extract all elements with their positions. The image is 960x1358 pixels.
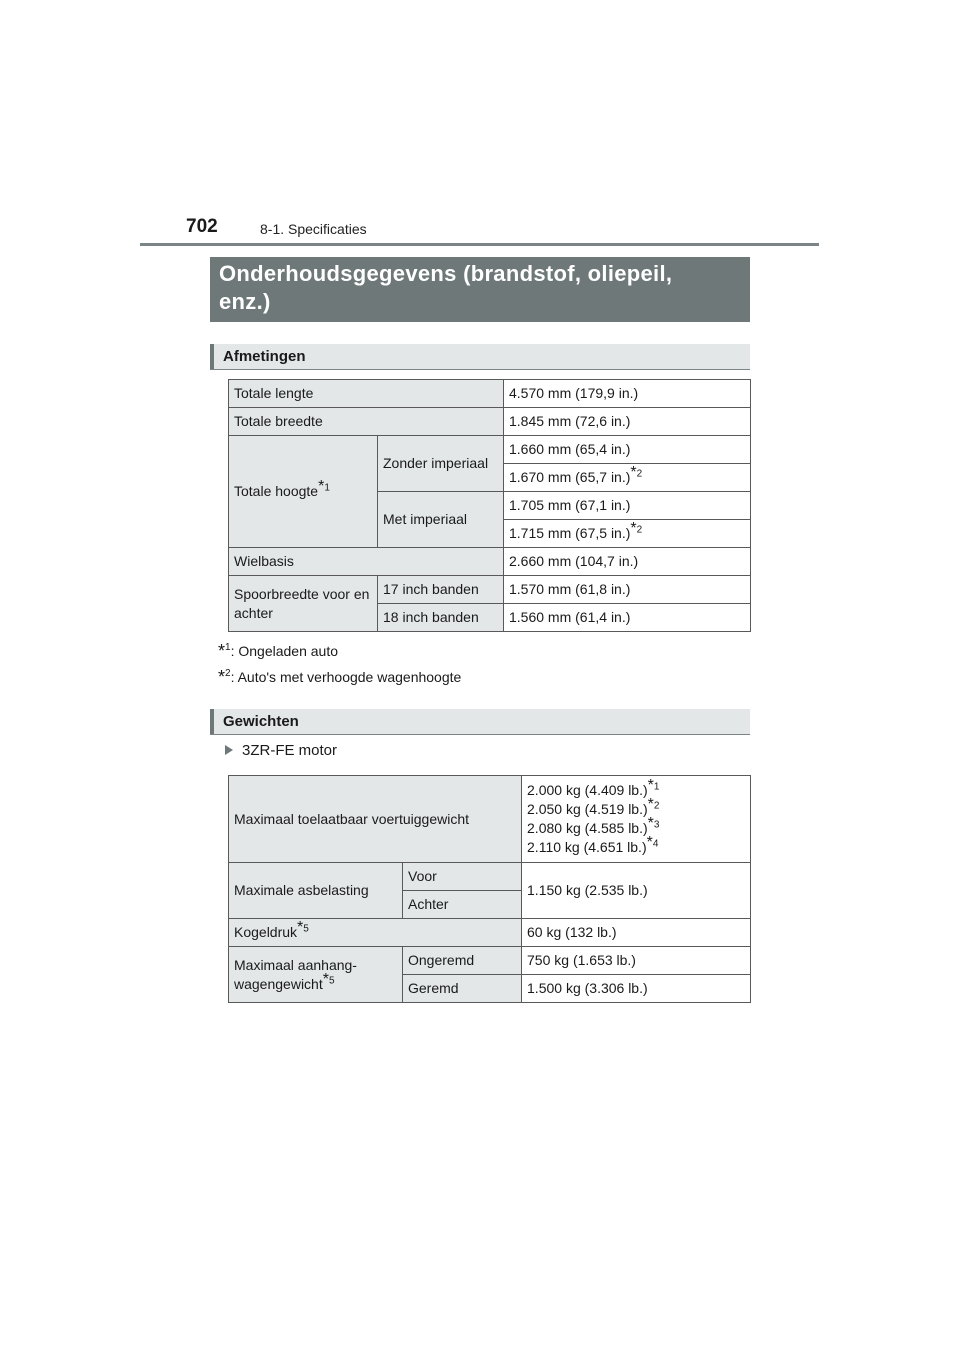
tongue-label: Kogeldruk <box>234 924 298 940</box>
trailer-braked-label: Geremd <box>403 975 522 1003</box>
axle-rear-label: Achter <box>403 891 522 919</box>
tire17-label: 17 inch banden <box>378 576 504 604</box>
tire18-value: 1.560 mm (61,4 in.) <box>504 604 751 632</box>
footnote-text: : Auto's met verhoogde wagenhoogte <box>230 669 462 685</box>
trailer-label-line-2: wagengewicht <box>234 975 323 992</box>
gvw-value-1: 2.000 kg (4.409 lb.)$^{*1}$ <box>527 777 660 798</box>
table-row <box>229 947 751 975</box>
dimensions-table <box>228 379 751 632</box>
tire18-label: 18 inch banden <box>378 604 504 632</box>
dimensions-heading <box>210 344 750 370</box>
page-number: 702 <box>186 216 218 237</box>
gvw-label: Maximaal toelaatbaar voertuiggewicht <box>229 776 522 863</box>
page-title-line-1: Onderhoudsgegevens (brandstof, oliepeil, <box>219 261 673 286</box>
table-row <box>229 408 751 436</box>
total-height-label: Totale hoogte <box>234 483 319 499</box>
total-length-value: 4.570 mm (179,9 in.) <box>504 380 751 408</box>
tongue-value: 60 kg (132 lb.) <box>522 919 751 947</box>
tire17-value: 1.570 mm (61,8 in.) <box>504 576 751 604</box>
table-row <box>229 776 751 863</box>
header-rule <box>140 243 819 246</box>
footnote-star-icon: * <box>218 640 226 661</box>
footnote-ref: 1 <box>324 482 330 494</box>
footnote-1 <box>218 640 338 661</box>
total-length-label: Totale lengte <box>229 380 504 408</box>
total-height-cell <box>229 436 378 548</box>
heading-accent-bar <box>210 709 214 734</box>
without-rack-label: Zonder imperiaal <box>378 436 504 492</box>
table-row <box>229 919 751 947</box>
trailer-label-line-1: Maximaal aanhang- <box>234 956 357 973</box>
total-width-label: Totale breedte <box>229 408 504 436</box>
footnote-star-icon: * <box>318 478 325 496</box>
table-row <box>229 436 751 464</box>
page-title <box>210 257 750 322</box>
axle-label: Maximale asbelasting <box>229 863 403 919</box>
with-rack-value: 1.705 mm (67,1 in.) <box>504 492 751 520</box>
without-rack-raised-value: 1.670 mm (65,7 in.) <box>509 469 631 485</box>
trailer-label-cell <box>229 947 403 1003</box>
tongue-label-cell: Kogeldruk$^{*5}$ <box>229 919 522 947</box>
trailer-unbraked-label: Ongeremd <box>403 947 522 975</box>
footnote-star-icon: * <box>647 777 654 795</box>
footnote-ref: 2 <box>636 468 643 480</box>
total-width-value: 1.845 mm (72,6 in.) <box>504 408 751 436</box>
table-row <box>229 380 751 408</box>
page-title-line-2: enz.) <box>219 289 271 314</box>
footnote-star-icon: * <box>297 919 304 937</box>
without-rack-value: 1.660 mm (65,4 in.) <box>504 436 751 464</box>
trailer-label-line-2-wrap: wagengewicht$^{*5}$ <box>234 970 335 992</box>
footnote-star-icon: * <box>630 464 637 482</box>
footnote-mark: 2 <box>225 668 231 679</box>
with-rack-raised-value-cell <box>504 520 751 548</box>
footnote-star-icon: * <box>647 796 654 814</box>
gvw-values <box>522 776 751 863</box>
weights-heading-label: Gewichten <box>223 713 299 730</box>
footnote-star-icon: * <box>647 815 654 833</box>
axle-front-label: Voor <box>403 863 522 891</box>
wheelbase-value: 2.660 mm (104,7 in.) <box>504 548 751 576</box>
footnote-ref: 2 <box>636 524 643 536</box>
wheelbase-label: Wielbasis <box>229 548 504 576</box>
trailer-unbraked-value: 750 kg (1.653 lb.) <box>522 947 751 975</box>
footnote-text: : Ongeladen auto <box>230 643 338 659</box>
trailer-braked-value: 1.500 kg (3.306 lb.) <box>522 975 751 1003</box>
gvw-value-4: 2.110 kg (4.651 lb.)$^{*4}$ <box>527 834 659 855</box>
gvw-value-2: 2.050 kg (4.519 lb.)$^{*2}$ <box>527 796 660 817</box>
engine-variant-label: 3ZR-FE motor <box>242 742 338 759</box>
dimensions-heading-label: Afmetingen <box>223 348 306 365</box>
footnote-2 <box>218 666 462 687</box>
footnote-star-icon: * <box>646 834 653 852</box>
with-rack-raised-value: 1.715 mm (67,5 in.) <box>509 525 631 541</box>
table-row <box>229 548 751 576</box>
gvw-value-3: 2.080 kg (4.585 lb.)$^{*3}$ <box>527 815 660 836</box>
footnote-star-icon: * <box>630 520 637 538</box>
footnote-star-icon: * <box>218 666 226 687</box>
table-row <box>229 863 751 891</box>
without-rack-raised-value-cell <box>504 464 751 492</box>
axle-value: 1.150 kg (2.535 lb.) <box>522 863 751 919</box>
triangle-bullet-icon <box>225 745 233 755</box>
section-label: 8-1. Specificaties <box>260 221 367 237</box>
track-label: Spoorbreedte voor en achter <box>229 576 378 632</box>
footnote-star-icon: * <box>322 970 329 988</box>
heading-accent-bar <box>210 344 214 369</box>
weights-heading <box>210 709 750 735</box>
weights-table <box>228 775 751 1003</box>
with-rack-label: Met imperiaal <box>378 492 504 548</box>
engine-variant <box>225 742 337 759</box>
footnote-mark: 1 <box>225 642 231 653</box>
table-row <box>229 576 751 604</box>
